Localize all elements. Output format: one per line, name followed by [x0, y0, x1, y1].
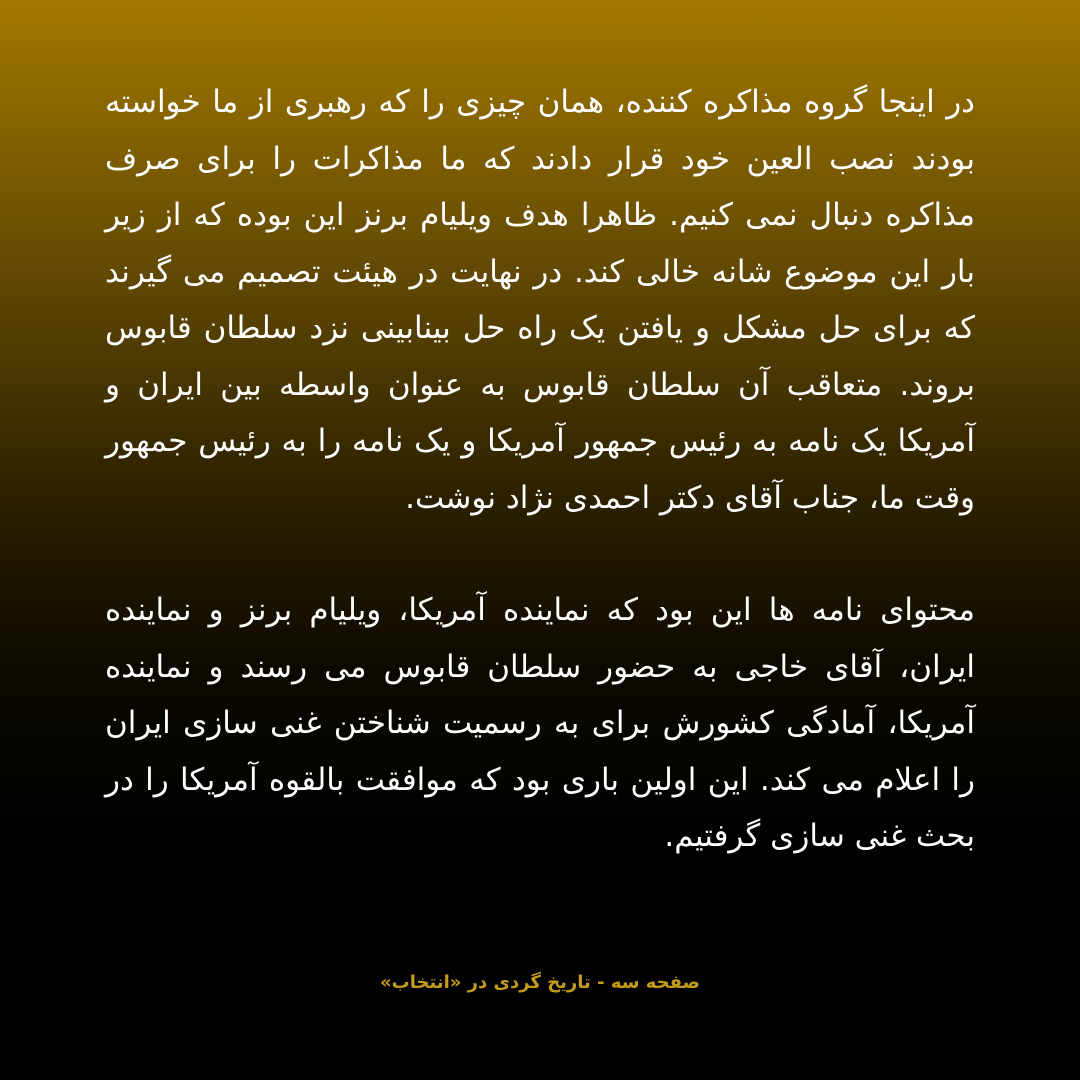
- page-footer-caption: صفحه سه - تاریخ گردی در «انتخاب»: [380, 972, 700, 993]
- paragraph-2: محتوای نامه ها این بود که نماینده آمریکا، ویلیام برنز و نماینده ایران، آقای خاجی به حضور سلطان قابوس می رسند و نماینده آمریکا، آمادگی کشورش برای به رسمیت شناختن غنی سازی ایران را اعلام می کند. این اولین باری بود که موافقت بالقوه آمریکا را در بحث غنی سازی گرفتیم.: [105, 592, 975, 854]
- article-body: [105, 74, 975, 865]
- paragraph-1: در اینجا گروه مذاکره کننده، همان چیزی را که رهبری از ما خواسته بودند نصب العین خود قرار دادند که ما مذاکرات را برای صرف مذاکره دنبال نمی کنیم. ظاهرا هدف ویلیام برنز این بوده که از زیر بار این موضوع شانه خالی کند. در نهایت در هیئت تصمیم می گیرند که برای حل مشکل و یافتن یک راه حل بینابینی نزد سلطان قابوس بروند. متعاقب آن سلطان قابوس به عنوان واسطه بین ایران و آمریکا یک نامه به رئیس جمهور آمریکا و یک نامه را به رئیس جمهور وقت ما، جناب آقای دکتر احمدی نژاد نوشت.: [105, 84, 975, 516]
